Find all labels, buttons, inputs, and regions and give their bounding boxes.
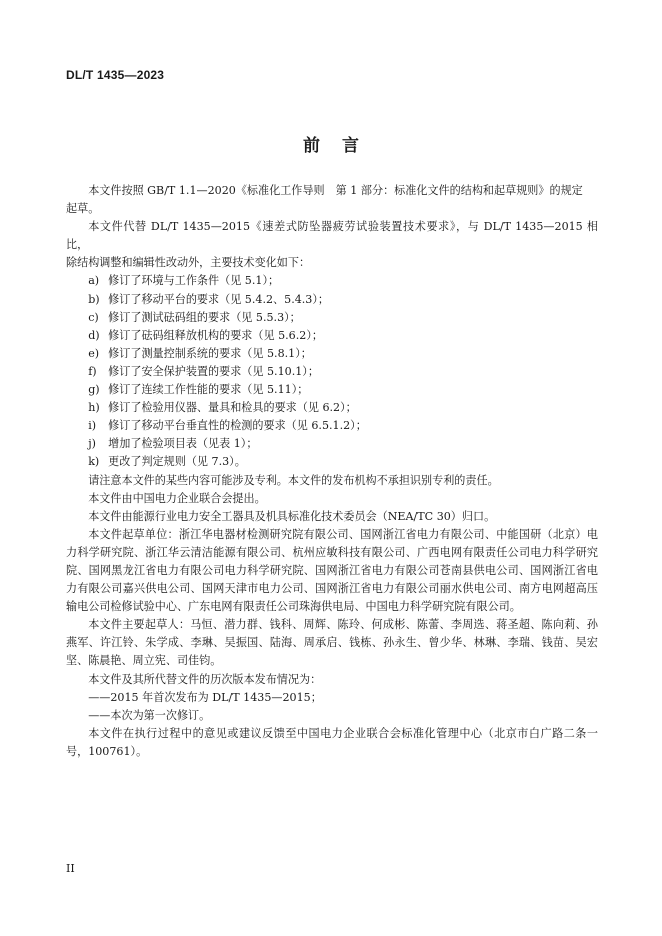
list-item-text: 修订了环境与工作条件（见 5.1）； — [108, 274, 280, 288]
paragraph-committee: 本文件由能源行业电力安全工器具及机具标准化技术委员会（NEA/TC 30）归口。 — [88, 509, 496, 523]
paragraph-replacement-first: 本文件代替 DL/T 1435—2015《速差式防坠器疲劳试验装置技术要求》，与 DL/T 1435—2015 相比， — [66, 220, 598, 252]
paragraph-basis — [66, 182, 598, 218]
list-item — [66, 309, 598, 327]
list-marker: j) — [88, 437, 96, 451]
paragraph-proposer: 本文件由中国电力企业联合会提出。 — [88, 491, 266, 505]
doc-code: DL/T 1435—2023 — [66, 68, 165, 82]
list-item-text: 修订了测试砝码组的要求（见 5.5.3）； — [108, 310, 301, 324]
list-item — [66, 291, 598, 309]
list-item-text: 修订了测量控制系统的要求（见 5.8.1）； — [108, 346, 312, 360]
list-item-text: 增加了检验项目表（见表 1）； — [108, 437, 258, 451]
paragraph-replacement-rest: 除结构调整和编辑性改动外，主要技术变化如下： — [66, 256, 311, 270]
list-marker: e) — [88, 346, 100, 360]
paragraph-patent: 请注意本文件的某些内容可能涉及专利。本文件的发布机构不承担识别专利的责任。 — [88, 473, 499, 487]
list-item-text: 修订了安全保护装置的要求（见 5.10.1）； — [108, 364, 319, 378]
list-marker: b) — [88, 292, 100, 306]
list-item — [66, 345, 598, 363]
list-marker: i) — [88, 419, 97, 433]
list-item — [66, 327, 598, 345]
history-item: ——本次为第一次修订。 — [88, 708, 211, 722]
paragraph-drafting-units: 本文件起草单位：浙江华电器材检测研究院有限公司、国网浙江省电力有限公司、中能国研（北京）电力科学研究院、浙江华云清洁能源有限公司、杭州应敏科技有限公司、广西电网有限责任公司电力科学研究院、国网黑龙江省电力有限公司电力科学研究院、国网浙江省电力有限公司苍南县供电公司、国网浙江省电力有限公司嘉兴供电公司、国网天津市电力公司、国网浙江省电力有限公司丽水供电公司、南方电网超高压输电公司检修试验中心、广东电网有限责任公司珠海供电局、中国电力科学研究院有限公司。 — [66, 527, 598, 614]
list-marker: d) — [88, 328, 100, 342]
paragraph-drafters: 本文件主要起草人：马恒、潜力群、钱科、周辉、陈玲、何成彬、陈蕾、李周选、蒋圣超、陈向莉、孙燕军、许江铃、朱学成、李琳、吴振国、陆海、周承启、钱栋、孙永生、曾少华、林琳、李瑞、钱苗、吴宏坚、陈晨艳、周立宪、司佳钧。 — [66, 618, 598, 668]
list-item-text: 修订了连续工作性能的要求（见 5.11）； — [108, 383, 309, 397]
list-marker: c) — [88, 310, 99, 324]
page-number: II — [66, 862, 75, 875]
list-item-text: 更改了判定规则（见 7.3）。 — [108, 455, 246, 469]
paragraph-feedback: 本文件在执行过程中的意见或建议反馈至中国电力企业联合会标准化管理中心（北京市白广路二条一号，100761）。 — [66, 726, 598, 758]
list-marker: a) — [88, 274, 100, 288]
paragraph-replacement — [66, 218, 598, 272]
list-item — [66, 381, 598, 399]
list-item — [66, 417, 598, 435]
page-title: 前言 — [303, 136, 381, 156]
paragraph-basis-first: 本文件按照 GB/T 1.1—2020《标准化工作导则 第 1 部分：标准化文件的结构和起草规则》的规定 — [88, 184, 583, 197]
paragraph-basis-rest: 起草。 — [66, 202, 100, 216]
list-item — [66, 363, 598, 381]
paragraph-history-intro: 本文件及其所代替文件的历次版本发布情况为： — [88, 672, 322, 686]
list-marker: f) — [88, 364, 97, 378]
list-item-text: 修订了检验用仪器、量具和检具的要求（见 6.2）； — [108, 401, 357, 415]
list-item-text: 修订了移动平台的要求（见 5.4.2、5.4.3）； — [108, 292, 329, 306]
list-item-text: 修订了移动平台垂直性的检测的要求（见 6.5.1.2）； — [108, 419, 367, 433]
list-item — [66, 453, 598, 471]
list-item-text: 修订了砝码组释放机构的要求（见 5.6.2）； — [108, 328, 323, 342]
document-body — [66, 182, 598, 761]
list-marker: h) — [88, 401, 100, 415]
history-item: ——2015 年首次发布为 DL/T 1435—2015； — [88, 690, 322, 704]
list-item — [66, 272, 598, 290]
list-item — [66, 435, 598, 453]
list-item — [66, 399, 598, 417]
list-marker: k) — [88, 455, 100, 469]
changes-list — [66, 272, 598, 471]
list-marker: g) — [88, 383, 100, 397]
